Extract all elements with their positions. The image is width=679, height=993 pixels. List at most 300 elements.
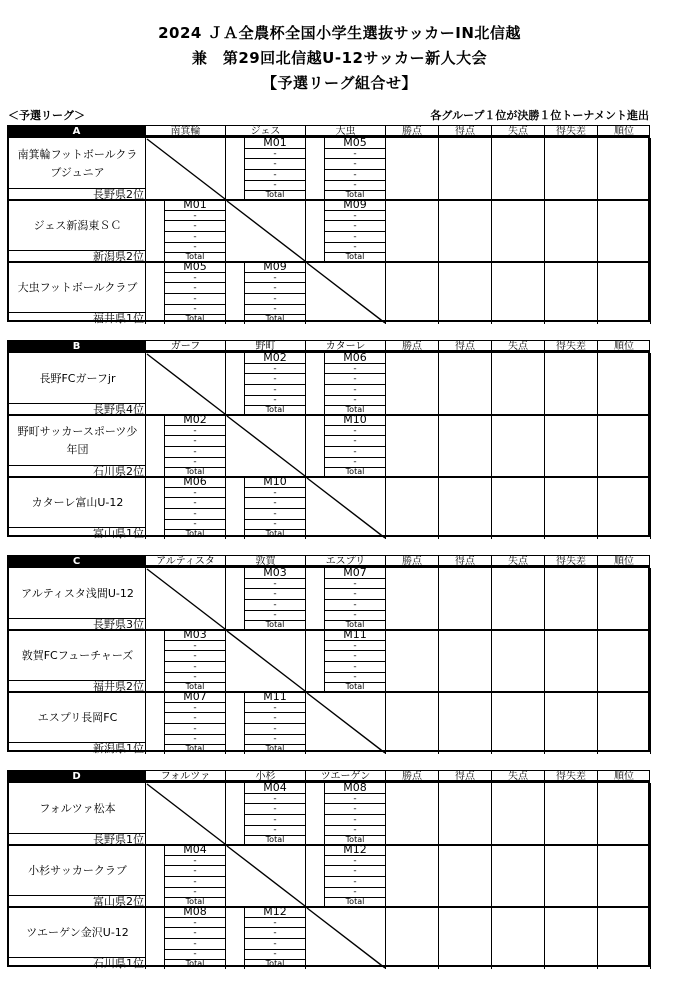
stat-cell (545, 783, 598, 845)
team-prefecture-rank: 富山県1位 (9, 527, 146, 539)
score-dash: - (273, 304, 277, 314)
group-letter: C (8, 556, 145, 567)
stat-cell (492, 783, 545, 845)
team-cell (9, 262, 146, 324)
score-dash: - (193, 221, 197, 231)
stat-cell (545, 568, 598, 630)
stat-column-header: 順位 (597, 771, 650, 782)
score-dash: - (353, 877, 357, 887)
match-number: M01 (263, 136, 287, 149)
stat-cell (492, 630, 545, 692)
total-label: Total (185, 682, 205, 691)
score-dash: - (353, 804, 357, 814)
score-dash: - (193, 651, 197, 661)
score-box (244, 353, 306, 415)
score-box (244, 138, 306, 200)
team-name: 長野FCガーフjr (39, 372, 116, 385)
score-dash: - (193, 436, 197, 446)
match-number: M08 (343, 781, 367, 794)
title-line-3: 【予選リーグ組合せ】 (261, 74, 417, 92)
team-prefecture-rank: 福井県2位 (9, 680, 146, 692)
match-cell (306, 630, 386, 692)
diagonal-line (307, 478, 385, 538)
score-dash: - (353, 600, 357, 610)
total-label: Total (345, 897, 365, 906)
self-match-cell (146, 568, 226, 630)
score-dash: - (273, 498, 277, 508)
score-dash: - (273, 600, 277, 610)
score-dash: - (193, 662, 197, 672)
total-label: Total (265, 314, 285, 323)
score-dash: - (353, 364, 357, 374)
stat-cell (492, 845, 545, 907)
self-match-cell (226, 415, 306, 477)
row-separator (9, 199, 648, 201)
diagonal-line (227, 416, 305, 476)
stat-cell (439, 415, 492, 477)
score-box (324, 415, 386, 477)
team-row (9, 200, 652, 262)
score-dash: - (273, 149, 277, 159)
stat-cell (439, 353, 492, 415)
group-a (7, 125, 650, 325)
team-name: 小杉サッカークラブ (28, 864, 127, 877)
score-dash: - (193, 734, 197, 744)
stat-cell (598, 353, 651, 415)
score-dash: - (193, 283, 197, 293)
match-number: M02 (263, 351, 287, 364)
score-box-left-border (324, 630, 325, 692)
score-dash: - (193, 641, 197, 651)
stat-cell (545, 415, 598, 477)
score-dash: - (193, 866, 197, 876)
total-label: Total (185, 467, 205, 476)
score-box (244, 907, 306, 969)
team-name: ジェス新潟東ＳＣ (33, 219, 122, 232)
score-box-left-border (244, 568, 245, 630)
score-box (244, 783, 306, 845)
score-dash: - (353, 180, 357, 190)
opponent-column-header: 敦賀 (225, 556, 305, 567)
stat-cell (545, 200, 598, 262)
match-number: M09 (343, 198, 367, 211)
match-number: M11 (343, 628, 367, 641)
opponent-column-header: カターレ (305, 341, 385, 352)
team-prefecture-rank: 新潟県2位 (9, 250, 146, 262)
team-name: フォルツァ松本 (39, 802, 116, 815)
score-dash: - (193, 273, 197, 283)
stat-cell (598, 907, 651, 969)
opponent-column-header: フォルツァ (145, 771, 225, 782)
score-dash: - (193, 488, 197, 498)
team-name: ツエーゲン金沢U-12 (26, 926, 129, 939)
stat-column-header: 得点 (438, 771, 491, 782)
team-cell (9, 138, 146, 200)
score-dash: - (273, 713, 277, 723)
stat-cell (598, 630, 651, 692)
diagonal-slash (146, 568, 226, 630)
score-dash: - (353, 825, 357, 835)
stat-cell (386, 262, 439, 324)
total-label: Total (265, 744, 285, 753)
stat-cell (598, 783, 651, 845)
score-dash: - (273, 589, 277, 599)
score-dash: - (273, 395, 277, 405)
score-dash: - (273, 794, 277, 804)
diagonal-slash (226, 200, 306, 262)
total-label: Total (185, 897, 205, 906)
team-row (9, 783, 652, 845)
diagonal-line (307, 908, 385, 968)
team-cell (9, 845, 146, 907)
match-cell (306, 353, 386, 415)
group-body (7, 351, 650, 540)
score-dash: - (353, 641, 357, 651)
score-dash: - (273, 509, 277, 519)
team-cell (9, 783, 146, 845)
score-box-left-border (244, 477, 245, 539)
group-b (7, 340, 650, 540)
team-prefecture-rank: 石川県2位 (9, 465, 146, 477)
team-prefecture-rank: 長野県4位 (9, 403, 146, 415)
score-box (164, 907, 226, 969)
diagonal-line (227, 846, 305, 906)
score-dash: - (273, 283, 277, 293)
stat-column-header: 得失差 (544, 771, 597, 782)
score-box-left-border (164, 845, 165, 907)
stat-column-header: 失点 (491, 126, 544, 137)
total-label: Total (185, 959, 205, 968)
team-cell (9, 630, 146, 692)
match-number: M10 (263, 475, 287, 488)
score-dash: - (353, 170, 357, 180)
group-header (7, 555, 650, 566)
stat-cell (386, 630, 439, 692)
opponent-column-header: アルティスタ (145, 556, 225, 567)
team-cell (9, 353, 146, 415)
opponent-column-header: 野町 (225, 341, 305, 352)
match-number: M03 (263, 566, 287, 579)
stat-cell (492, 907, 545, 969)
total-label: Total (265, 190, 285, 199)
stat-cell (492, 353, 545, 415)
match-number: M01 (183, 198, 207, 211)
team-row (9, 138, 652, 200)
score-dash: - (273, 734, 277, 744)
group-header (7, 340, 650, 351)
score-dash: - (193, 304, 197, 314)
score-dash: - (193, 887, 197, 897)
stat-cell (386, 200, 439, 262)
stat-cell (439, 262, 492, 324)
match-cell (226, 138, 306, 200)
score-dash: - (193, 856, 197, 866)
match-number: M05 (183, 260, 207, 273)
section-label: ＜予選リーグ＞ (8, 109, 85, 122)
match-number: M05 (343, 136, 367, 149)
score-dash: - (353, 651, 357, 661)
score-dash: - (193, 703, 197, 713)
match-number: M10 (343, 413, 367, 426)
match-number: M08 (183, 905, 207, 918)
group-body (7, 136, 650, 325)
score-box-left-border (164, 262, 165, 324)
score-dash: - (193, 918, 197, 928)
score-box (164, 845, 226, 907)
score-dash: - (193, 447, 197, 457)
score-box-left-border (324, 200, 325, 262)
match-cell (226, 692, 306, 754)
team-prefecture-rank: 長野県2位 (9, 188, 146, 200)
score-box (324, 630, 386, 692)
opponent-column-header: 小杉 (225, 771, 305, 782)
total-label: Total (265, 529, 285, 538)
score-dash: - (273, 610, 277, 620)
score-dash: - (273, 804, 277, 814)
score-box-left-border (164, 477, 165, 539)
score-dash: - (193, 877, 197, 887)
stat-cell (492, 200, 545, 262)
stat-column-header: 得点 (438, 341, 491, 352)
score-box-left-border (164, 415, 165, 477)
score-dash: - (273, 385, 277, 395)
total-label: Total (345, 252, 365, 261)
score-box (164, 262, 226, 324)
stat-cell (545, 630, 598, 692)
diagonal-slash (306, 477, 386, 539)
total-label: Total (345, 835, 365, 844)
total-label: Total (345, 190, 365, 199)
team-row (9, 692, 652, 754)
stat-cell (598, 845, 651, 907)
team-name: 大虫フットボールクラブ (17, 281, 138, 294)
total-label: Total (345, 467, 365, 476)
stat-cell (598, 415, 651, 477)
stat-cell (492, 138, 545, 200)
stat-cell (598, 477, 651, 539)
match-cell (226, 907, 306, 969)
team-row (9, 630, 652, 692)
team-prefecture-rank: 石川県1位 (9, 957, 146, 969)
score-dash: - (353, 426, 357, 436)
total-label: Total (265, 959, 285, 968)
team-cell (9, 415, 146, 477)
self-match-cell (306, 692, 386, 754)
score-dash: - (273, 159, 277, 169)
score-dash: - (353, 866, 357, 876)
team-prefecture-rank: 新潟県1位 (9, 742, 146, 754)
stat-cell (439, 692, 492, 754)
stat-column-header: 得失差 (544, 556, 597, 567)
score-dash: - (353, 610, 357, 620)
score-box (324, 568, 386, 630)
total-label: Total (185, 252, 205, 261)
stat-column-header: 失点 (491, 556, 544, 567)
score-dash: - (353, 856, 357, 866)
stat-cell (439, 907, 492, 969)
match-number: M04 (263, 781, 287, 794)
diagonal-line (307, 693, 385, 753)
diagonal-slash (146, 783, 226, 845)
stat-column-header: 勝点 (385, 341, 438, 352)
team-row (9, 907, 652, 969)
score-dash: - (353, 794, 357, 804)
score-dash: - (353, 447, 357, 457)
match-cell (226, 477, 306, 539)
stat-cell (386, 415, 439, 477)
match-cell (306, 568, 386, 630)
score-box (324, 783, 386, 845)
team-prefecture-rank: 福井県1位 (9, 312, 146, 324)
score-box-left-border (324, 138, 325, 200)
stat-cell (439, 630, 492, 692)
score-dash: - (353, 232, 357, 242)
team-name: カターレ富山U-12 (31, 496, 124, 509)
total-label: Total (265, 835, 285, 844)
score-box (324, 845, 386, 907)
score-box (164, 415, 226, 477)
self-match-cell (146, 138, 226, 200)
stat-cell (492, 415, 545, 477)
score-dash: - (273, 939, 277, 949)
stat-cell (439, 477, 492, 539)
score-dash: - (273, 703, 277, 713)
score-dash: - (193, 426, 197, 436)
score-dash: - (353, 436, 357, 446)
team-row (9, 477, 652, 539)
score-box-left-border (244, 907, 245, 969)
match-number: M06 (183, 475, 207, 488)
score-box (164, 477, 226, 539)
stat-cell (598, 262, 651, 324)
score-dash: - (193, 724, 197, 734)
match-number: M09 (263, 260, 287, 273)
match-cell (306, 845, 386, 907)
score-dash: - (273, 294, 277, 304)
score-dash: - (353, 579, 357, 589)
score-dash: - (353, 395, 357, 405)
score-box-left-border (164, 200, 165, 262)
opponent-column-header: 南箕輪 (145, 126, 225, 137)
stat-column-header: 勝点 (385, 556, 438, 567)
match-cell (146, 630, 226, 692)
group-body (7, 781, 650, 970)
match-number: M12 (263, 905, 287, 918)
match-number: M04 (183, 843, 207, 856)
score-dash: - (273, 170, 277, 180)
score-box-left-border (244, 692, 245, 754)
self-match-cell (226, 630, 306, 692)
stat-cell (386, 907, 439, 969)
score-dash: - (193, 928, 197, 938)
score-box-left-border (164, 630, 165, 692)
match-cell (306, 415, 386, 477)
row-separator (9, 476, 648, 478)
match-cell (146, 262, 226, 324)
score-dash: - (273, 825, 277, 835)
score-dash: - (353, 662, 357, 672)
stat-column-header: 得点 (438, 556, 491, 567)
stat-cell (598, 200, 651, 262)
team-row (9, 568, 652, 630)
score-dash: - (193, 294, 197, 304)
match-cell (146, 477, 226, 539)
stat-cell (386, 138, 439, 200)
stat-column-header: 得失差 (544, 341, 597, 352)
team-cell (9, 568, 146, 630)
stat-cell (492, 692, 545, 754)
opponent-column-header: ガーフ (145, 341, 225, 352)
stat-cell (386, 845, 439, 907)
team-cell (9, 907, 146, 969)
team-row (9, 262, 652, 324)
stat-column-header: 勝点 (385, 126, 438, 137)
team-cell (9, 200, 146, 262)
stat-cell (545, 262, 598, 324)
score-dash: - (193, 949, 197, 959)
match-cell (306, 138, 386, 200)
score-box (164, 630, 226, 692)
total-label: Total (265, 620, 285, 629)
total-label: Total (345, 620, 365, 629)
match-cell (306, 783, 386, 845)
score-dash: - (353, 672, 357, 682)
diagonal-line (227, 631, 305, 691)
stat-cell (598, 692, 651, 754)
group-letter: D (8, 771, 145, 782)
group-header (7, 125, 650, 136)
score-box-left-border (244, 353, 245, 415)
stat-cell (492, 262, 545, 324)
stat-column-header: 勝点 (385, 771, 438, 782)
team-row (9, 415, 652, 477)
team-cell (9, 692, 146, 754)
stat-column-header: 順位 (597, 126, 650, 137)
opponent-column-header: ジェス (225, 126, 305, 137)
score-dash: - (273, 928, 277, 938)
group-c (7, 555, 650, 755)
score-dash: - (193, 509, 197, 519)
team-name: アルティスタ浅間U-12 (21, 587, 134, 600)
title-line-1: 2024 ＪＡ全農杯全国小学生選抜サッカーIN北信越 (158, 24, 521, 42)
title-line-2: 兼 第29回北信越U-12サッカー新人大会 (191, 49, 488, 67)
score-dash: - (193, 457, 197, 467)
self-match-cell (306, 907, 386, 969)
team-row (9, 353, 652, 415)
self-match-cell (306, 477, 386, 539)
total-label: Total (185, 314, 205, 323)
score-dash: - (273, 918, 277, 928)
total-label: Total (345, 405, 365, 414)
group-d (7, 770, 650, 970)
score-dash: - (353, 589, 357, 599)
score-dash: - (353, 149, 357, 159)
match-number: M02 (183, 413, 207, 426)
score-box-left-border (164, 692, 165, 754)
stat-cell (439, 138, 492, 200)
group-letter: A (8, 126, 145, 137)
match-number: M07 (343, 566, 367, 579)
diagonal-slash (306, 262, 386, 324)
stat-cell (545, 845, 598, 907)
stat-cell (598, 138, 651, 200)
score-box (244, 692, 306, 754)
score-dash: - (193, 232, 197, 242)
stat-column-header: 順位 (597, 556, 650, 567)
score-dash: - (193, 939, 197, 949)
group-header (7, 770, 650, 781)
score-dash: - (273, 273, 277, 283)
